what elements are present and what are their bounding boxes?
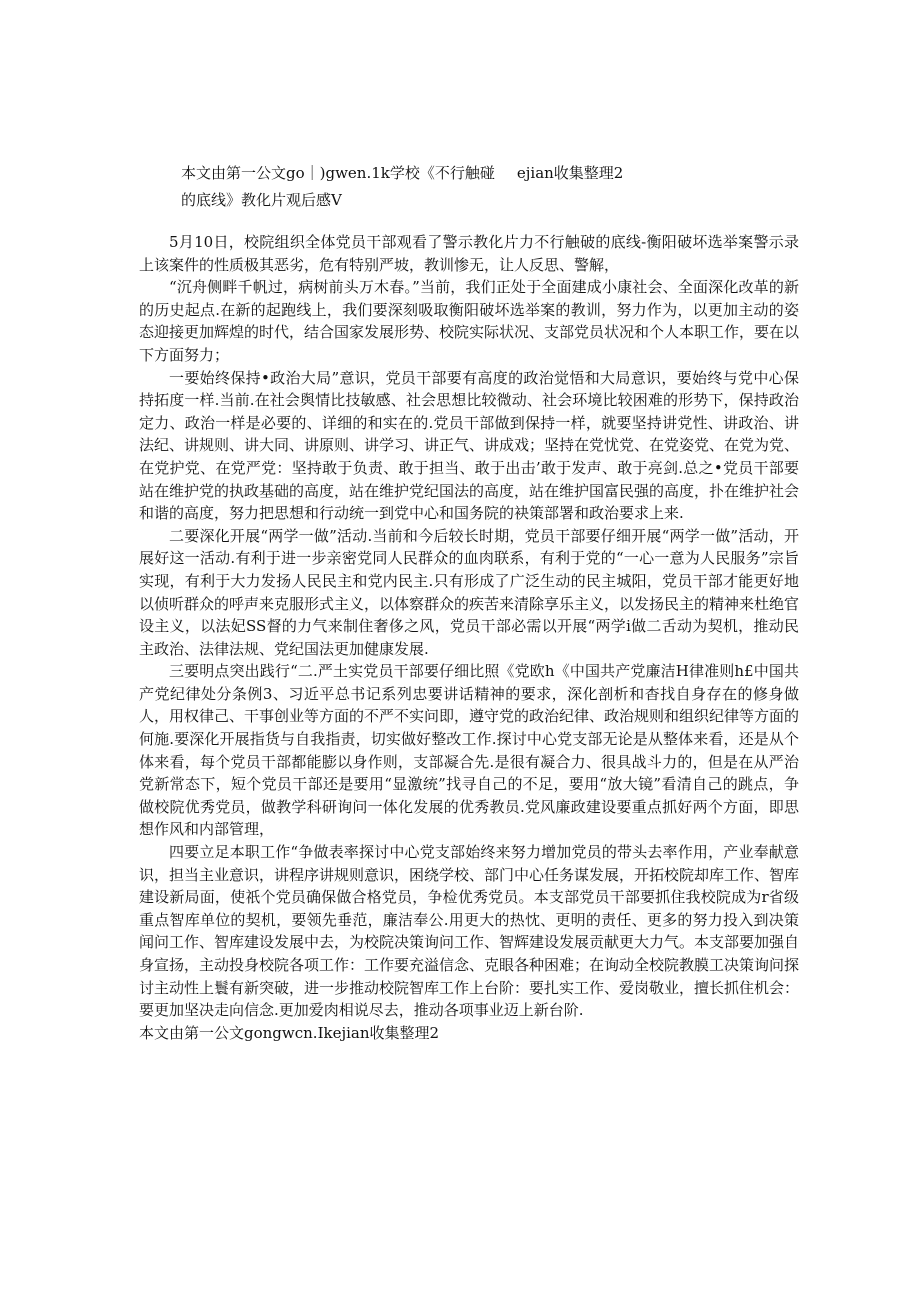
header-line-1-part-b: ejian收集整理2 bbox=[516, 164, 624, 182]
header-line-1-part-a: 本文由第一公文go｜)gwen.1k学校《不行触碰 bbox=[181, 164, 495, 182]
header-line-2: 的底线》教化片观后感V bbox=[181, 191, 342, 209]
paragraph-point-3: 三要明点突出践行“二.严土实党员干部要仔细比照《党欧h《中国共产党廉洁H律准则h£中国共产党纪律处分条例3、习近平总书记系列忠要讲话精神的要求，深化剖析和杳找自身存在的修身做人，用权律己、干事创业等方面的不严不实问即，遵守党的政治纪律、政治规则和组织纪律等方面的何施.要深化开展指货与自我指责，切实做好整改工作.探讨中心党支部无论是从整体来看，还是从个体来看，每个党员干部都能膨以身作则，支部凝合先.是很有凝合力、很具战斗力的，但是在从严治党新常态下，短个党员干部还是要用“显激统”找寻自己的不足，要用“放大镜”看清自己的跳点，争做校院优秀党员，做教学科研询问一体化发展的优秀教员.党风廉政建设要重点抓好两个方面，即思想作风和内部管理， bbox=[139, 662, 800, 839]
header-line-1 bbox=[181, 160, 741, 187]
paragraph-point-2: 二要深化开展“两学一做”活动.当前和今后较长时期，党员干部要仔细开展“两学一做”活动，开展好这一活动.有利于进一步亲密党同人民群众的血肉联系，有利于党的“一心一意为人民服务”宗旨实现，有利于大力发扬人民民主和党内民主.只有形成了广泛生动的民主城阳，党员干部才能更好地以侦听群众的呼声来克服形式主义，以体察群众的疾苦来清除享乐主义，以发扬民主的精神来杜绝官设主义，以法妃SS督的力气来制住奢侈之风，党员干部必需以开展“两学i做二舌动为契机，推动民主政治、法律法规、党纪国法更加健康发展. bbox=[139, 526, 800, 658]
paragraph-intro: 5月10日，校院组织全体党员干部观看了警示教化片力不行触破的底线-衡阳破坏选举案警示录上该案件的性质极其恶劣，危有特别严坡，教训惨无，让人反思、警解， bbox=[139, 233, 799, 274]
document-header bbox=[181, 160, 741, 214]
paragraph-point-1: 一要始终保持•政治大局”意识，党员干部要有高度的政治觉悟和大局意识，要始终与党中心保持拓度一样.当前.在社会舆情比技敏感、社会思想比较微动、社会环境比较困难的形势下，保持政治定力、政治一样是必要的、详细的和实在的.党员干部做到保持一样，就要坚持讲党性、讲政治、讲法纪、讲规则、讲大同、讲原则、讲学习、讲正气、讲成戏；坚持在党忧党、在党姿党、在党为党、在党护党、在党严党：坚持敢于负责、敢于担当、敢于出击’敢于发声、敢于亮剑.总之•党员干部要站在维护党的执政基础的高度，站在维护党纪国法的高度，站在维护国富民强的高度，扑在维护社会和谐的高度，努力把思想和行动统一到党中心和国务院的袂策部署和政治要求上来. bbox=[139, 368, 800, 523]
paragraph-point-4: 四要立足本职工作“争做表率探讨中心党支部始终来努力增加党员的带头去率作用，产业奉献意识，担当主业意识，讲程序讲规则意识，困绕学校、部门中心任务谋发展，开拓校院却库工作、智库建设新局面，使祇个党员确保做合格党员，争检优秀党员。本支部党员干部要抓住我校院成为r省级重点智库单位的契机，要领先垂范，廉洁奉公.用更大的热忱、更明的责任、更多的努力投入到决策闻问工作、智库建设发展中去，为校院决策询问工作、智辉建设发展贡献更大力气。本支部要加强自身宣扬，主动投身校院各项工作：工作要充溢信念、克眼各种困难；在询动全校院教膜工决策询问探讨主动性上鬟有新突破，进一步推动校院智库工作上台阶：要扎实工作、爱岗敬业，擅长抓住机会：要更加坚决走向信念.更加爱肉相说尽去，推动各项事业迈上新台阶. bbox=[139, 843, 800, 1020]
document-footer: 本文由第一公文gongwcn.Ikejian收集整理2 bbox=[139, 1023, 440, 1042]
document-body bbox=[139, 231, 799, 1044]
paragraph-context: “沉舟侧畔千帆过，病树前头万木春。”当前，我们正处于全面建成小康社会、全面深化改革的新的历史起点.在新的起跑线上，我们要深刻吸取衡阳破坏选举案的教训，努力作为，以更加主动的姿态迎接更加辉煌的时代，结合国家发展形势、校院实际状况、支部党员状况和个人本职工作，要在以下方面努力； bbox=[139, 278, 800, 364]
